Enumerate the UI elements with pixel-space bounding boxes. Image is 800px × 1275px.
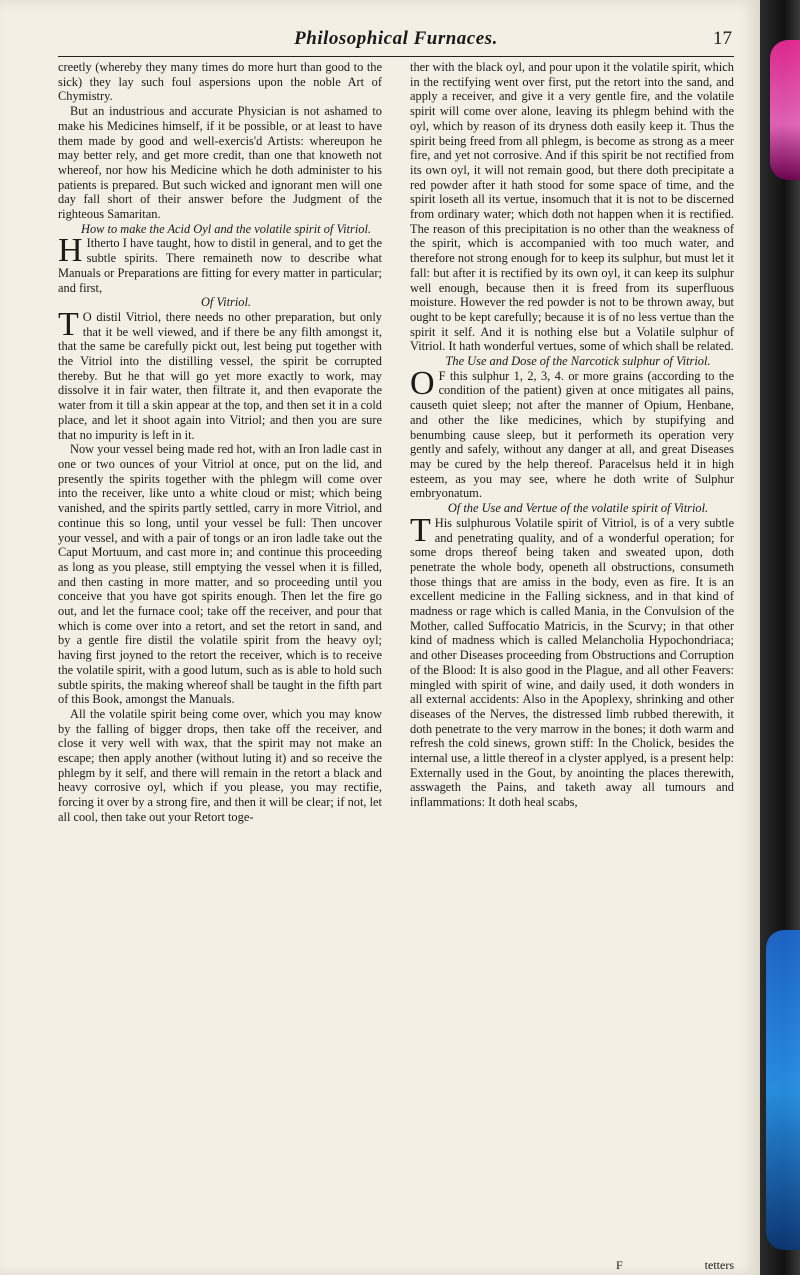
lens-flare-blue [766,930,800,1250]
paragraph-text: F this sulphur 1, 2, 3, 4. or more grains (according to the condition of the patient) given at once mitigates all pains, causeth quiet sleep; not after the manner of Opium, Henbane, and other the like medicines, which by stupifying and benumbing cause sleep, but it performeth its operation very gently and safely, without any danger at all, and great Diseases may be cured by the help thereof. Paracelsus held it in high esteem, as you may see, where he doth write of Sulphur embryonatum. [410,368,734,501]
running-title: Philosophical Furnaces. [294,28,498,49]
section-heading: Of Vitriol. [200,295,252,310]
paragraph [410,364,734,501]
section-heading: How to make the Acid Oyl and the volatile spirit of Vitriol. [81,221,371,236]
left-column [58,60,382,1265]
signature-mark: F [616,1258,623,1272]
paragraph-text: O distil Vitriol, there needs no other preparation, but only that it be well viewed, and if there be any filth amongst it, that the same be carefully pickt out, lest being put together with the Vitriol into the distilling vessel, the spirit be corrupted thereby. But he that will go yet more exactly to work, may dissolve it in fair water, then filtrate it, and then evaporate the water from it till a skin appear at the top, and then set it in a cold place, and let it shoot again into Vitriol; and then you are sure that no impurity is left in it. [58,309,382,442]
drop-cap: T [410,511,431,549]
catchword: tetters [704,1258,734,1272]
paragraph-text: Itherto I have taught, how to distil in general, and to get the subtle spirits. There remaineth now to describe what Manuals or Preparations are fitting for every matter in particular; and first, [58,236,382,295]
paragraph: All the volatile spirit being come over, which you may know by the falling of bigger drops, then take off the receiver, and close it very well with wax, that the spirit may not make an escape; then apply another (without luting it) and so receive the phlegm by it self, and there will remain in the retort a black and heavy corrosive oyl, which if you please, you may rectifie, forcing it over by a strong fire, and then it will be clear; if not, let all cool, then take out your Retort toge- [58,706,382,824]
page-edge-background [760,0,800,1275]
lens-flare-magenta [770,40,800,180]
drop-cap: H [58,232,83,270]
paragraph: creetly (whereby they many times do more hurt than good to the sick) they lay such foul aspersions upon the noble Art of Chymistry. [58,60,382,104]
paragraph: ther with the black oyl, and pour upon it the volatile spirit, which in the rectifying went over first, put the retort into the sand, and apply a receiver, and give it a very gentle fire, and the volatile spirit will come over alone, leaving its phlegm behind with the oyl, which by reason of its dryness doth easily keep it. Thus the spirit being freed from all phlegm, is become as strong as a meer fire, and yet not corrosive. And if this spirit be not rectified from its own oyl, it will not remain good, but there doth precipitate a red powder after it hath stood for some space of time, and the spirit loseth all its vertue, insomuch that it is not to be discerned from ordinary water; which doth not happen when it is rectified. The reason of this precipitation is no other than the weakness of the spirit, which is accompanied with too much water, and therefore not strong enough for to keep its sulphur, but must let it fall: but after it is rectified by its own oyl, it can keep its sulphur well enough, because then it is freed from its superfluous moisture. However the red powder is not to be thrown away, but ought to be kept carefully; because it is of no less vertue than the spirit it self. And it is nothing else but a Volatile sulphur of Vitriol. It hath wonderful vertues, some of which shall be related. [410,60,734,354]
page-footer [410,1258,734,1272]
page-header [58,28,734,57]
section-heading: The Use and Dose of the Narcotick sulphur of Vitriol. [445,354,711,369]
paragraph: But an industrious and accurate Physician is not ashamed to make his Medicines himself, if it be possible, or at least to have them made by good and well-exercis'd Artists: whereupon he may better rely, and get more credit, than one that knoweth not whereof, nor how his Medicine which he doth administer to his patients is prepared. But such wicked and ignorant men will one day fall short of their answer before the Judgment of the righteous Samaritan. [58,104,382,222]
paragraph-text: His sulphurous Volatile spirit of Vitriol, is of a very subtle and penetrating quality, and of a wonderful operation; for some drops thereof being taken and sweated upon, doth penetrate the whole body, openeth all obstructions, consumeth those things that are amiss in the body, even as fire. It is an excellent medicine in the Falling sickness, and in that kind of madness or rage which is called Mania, in the Convulsion of the Mother, called Suffocatio Matricis, in the Scurvy; in that other kind of madness which is called Melancholia Hypochondriaca; and other Diseases proceeding from Obstructions and Corruption of the Blood: It is also good in the Plague, and all other Feavers: mingled with spirit of wine, and daily used, it doth wonders in all external accidents: Also in the Apoplexy, shrinking and other diseases of the Nerves, the distressed limb rubbed therewith, it doth penetrate to the very marrow in the bones; it doth warm and refresh the cold sinews, grown stiff: In the Cholick, besides the internal use, a little thereof in a clyster applyed, is a present help: Externally used in the Gout, by anointing the places therewith, asswageth the Pains, and taketh away all tumours and inflammations: It doth heal scabs, [410,515,734,810]
drop-cap: O [410,364,435,402]
paragraph [58,232,382,295]
right-column [410,60,734,1265]
drop-cap: T [58,305,79,343]
paragraph: Now your vessel being made red hot, with an Iron ladle cast in one or two ounces of your Vitriol at once, put on the lid, and presently the spirits together with the phlegm will come over into the receiver, like unto a white cloud or mist; which being vanished, and the spirits partly settled, carry in more Vitriol, and continue this so long, until your vessel be full: Then uncover your vessel, and with a pair of tongs or an iron ladle take out the Caput Mortuum, and cast more in; and continue this proceeding as long as you please, still emptying the vessel when it is filled, and then casting in more matter, and so proceeding until you conceive that you have got spirits enough. Then let the fire go out, and let the furnace cool; take off the receiver, and pour that which is come over into a retort, and set the retort in sand, and by a gentle fire distil the volatile spirit from the heavy oyl; having first joyned to the retort the receiver, which is to receive the volatile spirit, with a good lutum, such as is able to hold such subtle spirits, the making whereof shall be taught in the fifth part of this Book, amongst the Manuals. [58,442,382,707]
page-number: 17 [713,28,732,49]
paragraph [410,511,734,810]
paragraph [58,305,382,442]
section-heading: Of the Use and Vertue of the volatile spirit of Vitriol. [447,501,709,516]
